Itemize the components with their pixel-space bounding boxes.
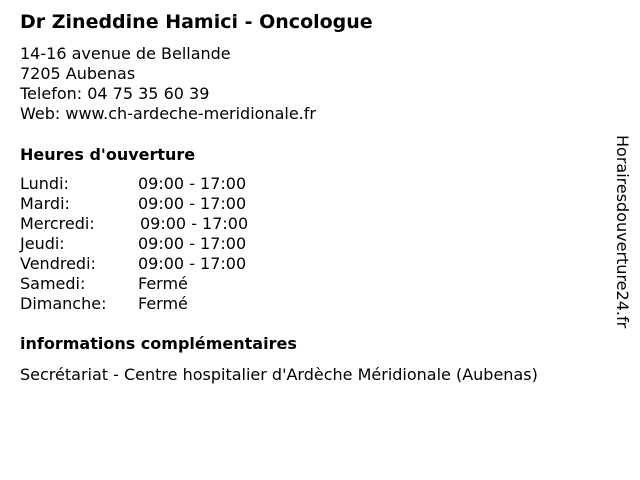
day-label: Vendredi:: [20, 254, 96, 273]
hours-value: Fermé: [138, 294, 188, 313]
phone-number: Telefon: 04 75 35 60 39: [20, 84, 210, 103]
day-label: Mercredi:: [20, 214, 95, 233]
hours-value: 09:00 - 17:00: [138, 254, 247, 273]
additional-info-text: Secrétariat - Centre hospitalier d'Ardèche Méridionale (Aubenas): [20, 365, 538, 384]
page-title: Dr Zineddine Hamici - Oncologue: [20, 11, 373, 33]
city: 7205 Aubenas: [20, 64, 136, 83]
site-watermark: Horairesdouverture24.fr: [613, 135, 632, 329]
hours-value: 09:00 - 17:00: [138, 174, 247, 193]
day-label: Jeudi:: [20, 234, 65, 253]
hours-value: 09:00 - 17:00: [138, 234, 247, 253]
hours-value: Fermé: [138, 274, 188, 293]
day-label: Samedi:: [20, 274, 86, 293]
day-label: Lundi:: [20, 174, 69, 193]
day-label: Dimanche:: [20, 294, 107, 313]
additional-info-heading: informations complémentaires: [20, 334, 297, 353]
hours-value: 09:00 - 17:00: [138, 194, 247, 213]
hours-value: 09:00 - 17:00: [140, 214, 249, 233]
street-address: 14-16 avenue de Bellande: [20, 44, 231, 63]
day-label: Mardi:: [20, 194, 70, 213]
opening-hours-heading: Heures d'ouverture: [20, 145, 196, 164]
website: Web: www.ch-ardeche-meridionale.fr: [20, 104, 316, 123]
address-block: [20, 44, 316, 124]
